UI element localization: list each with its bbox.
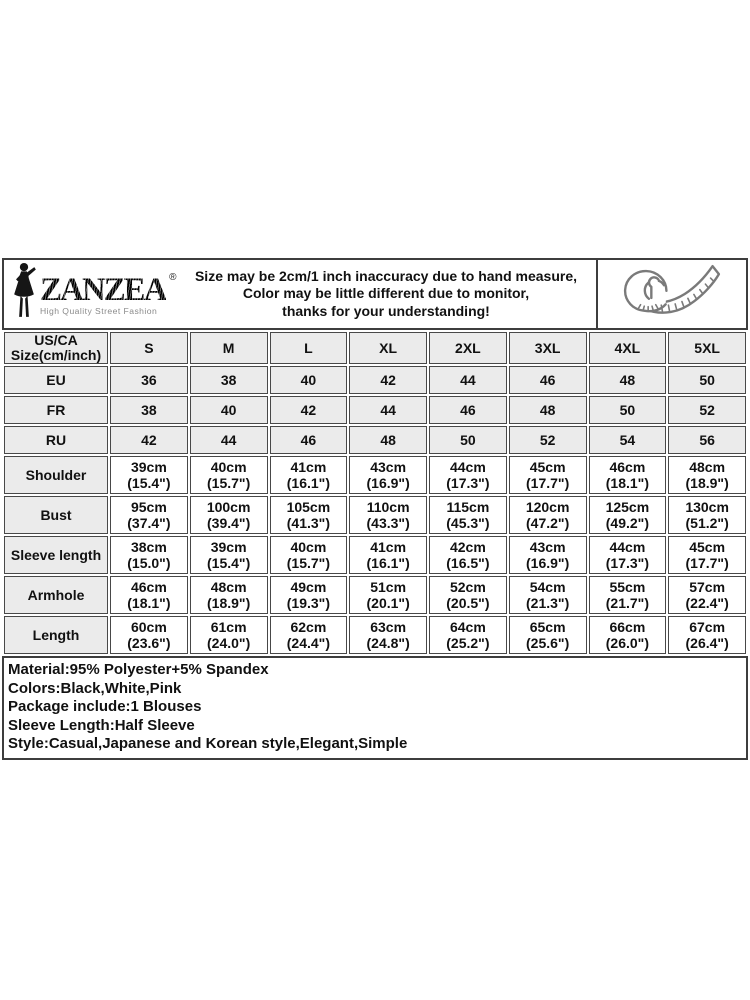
fr-value-xl: 44	[349, 396, 427, 424]
size-header-xl: XL	[349, 332, 427, 364]
shoulder-value-2xl: 44cm (17.3")	[429, 456, 507, 494]
ru-value-s: 42	[110, 426, 188, 454]
armhole-value-m: 48cm (18.9")	[190, 576, 268, 614]
ru-value-5xl: 56	[668, 426, 746, 454]
measurement-row-length	[4, 616, 746, 654]
shoulder-value-s: 39cm (15.4")	[110, 456, 188, 494]
bust-value-2xl: 115cm (45.3")	[429, 496, 507, 534]
armhole-value-s: 46cm (18.1")	[110, 576, 188, 614]
ru-value-2xl: 50	[429, 426, 507, 454]
eu-value-m: 38	[190, 366, 268, 394]
sleeve-length-value-l: 40cm (15.7")	[270, 536, 348, 574]
ru-value-l: 46	[270, 426, 348, 454]
size-header-3xl: 3XL	[509, 332, 587, 364]
fr-value-4xl: 50	[589, 396, 667, 424]
bust-value-3xl: 120cm (47.2")	[509, 496, 587, 534]
ru-value-4xl: 54	[589, 426, 667, 454]
fr-value-2xl: 46	[429, 396, 507, 424]
info-package: Package include:1 Blouses	[8, 698, 202, 716]
info-material: Material:95% Polyester+5% Spandex	[8, 661, 269, 678]
eu-value-4xl: 48	[589, 366, 667, 394]
bust-value-xl: 110cm (43.3")	[349, 496, 427, 534]
measurement-row-sleeve-length	[4, 536, 746, 574]
eu-value-l: 40	[270, 366, 348, 394]
armhole-value-xl: 51cm (20.1")	[349, 576, 427, 614]
bust-value-s: 95cm (37.4")	[110, 496, 188, 534]
sleeve-length-value-5xl: 45cm (17.7")	[668, 536, 746, 574]
disclaimer-line-1: Size may be 2cm/1 inch inaccuracy due to hand measure,	[194, 267, 578, 284]
info-style: Style:Casual,Japanese and Korean style,Elegant,Simple	[8, 735, 408, 753]
length-value-m: 61cm (24.0")	[190, 616, 268, 654]
shoulder-value-xl: 43cm (16.9")	[349, 456, 427, 494]
row-label-sleeve-length: Sleeve length	[4, 536, 108, 574]
fr-value-3xl: 48	[509, 396, 587, 424]
sleeve-length-value-2xl: 42cm (16.5")	[429, 536, 507, 574]
brand-tagline: High Quality Street Fashion	[40, 305, 158, 316]
row-label-eu: EU	[4, 366, 108, 394]
shoulder-value-m: 40cm (15.7")	[190, 456, 268, 494]
ru-value-m: 44	[190, 426, 268, 454]
size-disclaimer	[176, 260, 596, 328]
region-row-fr	[4, 396, 746, 424]
size-chart-sheet	[2, 258, 748, 760]
brand-name: ZANZEA	[40, 271, 166, 308]
size-header-l: L	[270, 332, 348, 364]
armhole-value-3xl: 54cm (21.3")	[509, 576, 587, 614]
ru-value-xl: 48	[349, 426, 427, 454]
shoulder-value-l: 41cm (16.1")	[270, 456, 348, 494]
shoulder-value-3xl: 45cm (17.7")	[509, 456, 587, 494]
sleeve-length-value-m: 39cm (15.4")	[190, 536, 268, 574]
sleeve-length-value-s: 38cm (15.0")	[110, 536, 188, 574]
armhole-value-5xl: 57cm (22.4")	[668, 576, 746, 614]
size-header-2xl: 2XL	[429, 332, 507, 364]
measurement-row-shoulder	[4, 456, 746, 494]
bust-value-m: 100cm (39.4")	[190, 496, 268, 534]
info-sleeve-length: Sleeve Length:Half Sleeve	[8, 716, 195, 734]
brand-logo-text	[40, 271, 177, 316]
size-header-4xl: 4XL	[589, 332, 667, 364]
row-label-bust: Bust	[4, 496, 108, 534]
size-header-5xl: 5XL	[668, 332, 746, 364]
measurement-row-bust	[4, 496, 746, 534]
measuring-tape-icon	[614, 263, 730, 325]
measurement-row-armhole	[4, 576, 746, 614]
bust-value-5xl: 130cm (51.2")	[668, 496, 746, 534]
row-label-length: Length	[4, 616, 108, 654]
region-row-ru	[4, 426, 746, 454]
registered-trademark-icon: ®	[169, 271, 177, 283]
armhole-value-l: 49cm (19.3")	[270, 576, 348, 614]
shoulder-value-5xl: 48cm (18.9")	[668, 456, 746, 494]
brand-logo	[4, 260, 176, 328]
product-info-box	[2, 656, 748, 760]
bust-value-4xl: 125cm (49.2")	[589, 496, 667, 534]
row-label-armhole: Armhole	[4, 576, 108, 614]
sleeve-length-value-3xl: 43cm (16.9")	[509, 536, 587, 574]
eu-value-3xl: 46	[509, 366, 587, 394]
region-row-eu	[4, 366, 746, 394]
fr-value-s: 38	[110, 396, 188, 424]
length-value-xl: 63cm (24.8")	[349, 616, 427, 654]
length-value-3xl: 65cm (25.6")	[509, 616, 587, 654]
row-label-ru: RU	[4, 426, 108, 454]
armhole-value-2xl: 52cm (20.5")	[429, 576, 507, 614]
sleeve-length-value-xl: 41cm (16.1")	[349, 536, 427, 574]
length-value-2xl: 64cm (25.2")	[429, 616, 507, 654]
eu-value-5xl: 50	[668, 366, 746, 394]
sleeve-length-value-4xl: 44cm (17.3")	[589, 536, 667, 574]
bust-value-l: 105cm (41.3")	[270, 496, 348, 534]
eu-value-xl: 42	[349, 366, 427, 394]
length-value-s: 60cm (23.6")	[110, 616, 188, 654]
info-colors: Colors:Black,White,Pink	[8, 679, 182, 697]
woman-silhouette-icon	[9, 262, 39, 327]
size-header-m: M	[190, 332, 268, 364]
size-header-s: S	[110, 332, 188, 364]
header-band	[2, 258, 748, 330]
table-header-row	[4, 332, 746, 364]
ru-value-3xl: 52	[509, 426, 587, 454]
shoulder-value-4xl: 46cm (18.1")	[589, 456, 667, 494]
eu-value-2xl: 44	[429, 366, 507, 394]
eu-value-s: 36	[110, 366, 188, 394]
disclaimer-line-3: thanks for your understanding!	[282, 302, 490, 319]
fr-value-5xl: 52	[668, 396, 746, 424]
row-label-fr: FR	[4, 396, 108, 424]
length-value-4xl: 66cm (26.0")	[589, 616, 667, 654]
length-value-5xl: 67cm (26.4")	[668, 616, 746, 654]
row-label-shoulder: Shoulder	[4, 456, 108, 494]
fr-value-l: 42	[270, 396, 348, 424]
armhole-value-4xl: 55cm (21.7")	[589, 576, 667, 614]
size-table	[2, 330, 748, 656]
corner-header-cell: US/CA Size(cm/inch)	[4, 332, 108, 364]
fr-value-m: 40	[190, 396, 268, 424]
length-value-l: 62cm (24.4")	[270, 616, 348, 654]
disclaimer-line-2: Color may be little different due to monitor,	[242, 285, 530, 302]
measuring-tape-cell	[596, 260, 746, 328]
